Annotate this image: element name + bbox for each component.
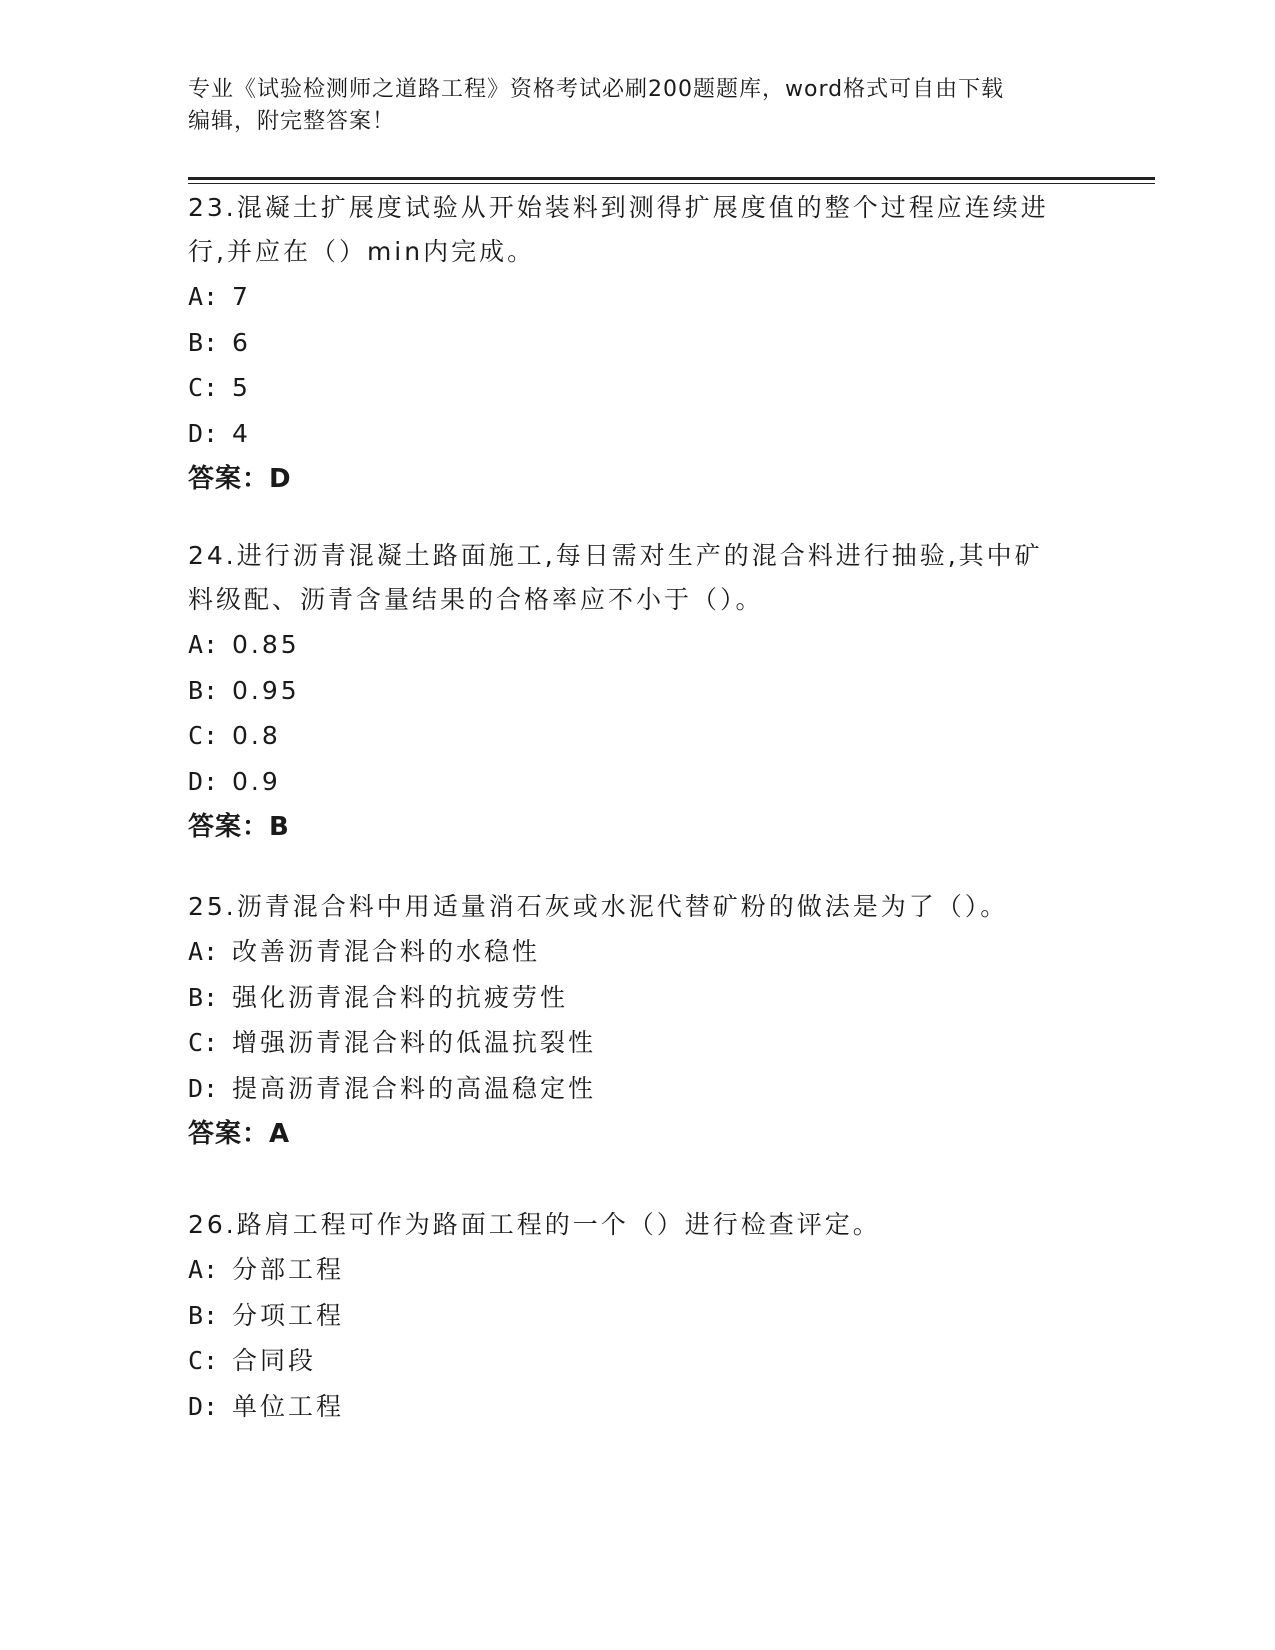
option-letter: D:: [188, 1391, 219, 1421]
option-letter: A:: [188, 1255, 219, 1284]
option-text: 合同段: [232, 1346, 317, 1375]
header-line-1: 专业《试验检测师之道路工程》资格考试必刷200题题库，word格式可自由下载: [188, 77, 1005, 102]
option-d: [188, 411, 1088, 457]
question-26: [188, 1203, 1088, 1429]
option-d: [188, 1384, 1088, 1430]
header-divider-thick: [188, 177, 1155, 180]
option-c: [188, 1020, 1088, 1066]
question-24: [188, 534, 1088, 850]
option-letter: B:: [188, 327, 219, 357]
option-letter: D:: [188, 418, 219, 448]
option-text: 分项工程: [232, 1300, 345, 1330]
option-letter: B:: [188, 675, 219, 705]
option-text: 增强沥青混合料的低温抗裂性: [232, 1028, 597, 1057]
option-text: 分部工程: [232, 1255, 345, 1284]
answer-line: 答案：A: [188, 1119, 291, 1149]
option-text: 0.85: [232, 630, 300, 659]
option-c: [188, 1338, 1088, 1384]
option-text: 提高沥青混合料的高温稳定性: [232, 1073, 597, 1103]
option-letter: B:: [188, 982, 219, 1012]
option-text: 改善沥青混合料的水稳性: [232, 937, 541, 966]
option-c: [188, 365, 1088, 411]
option-letter: C:: [188, 721, 219, 750]
option-letter: C:: [188, 1028, 219, 1057]
option-text: 0.9: [232, 766, 281, 796]
option-text: 6: [232, 327, 251, 357]
option-c: [188, 713, 1088, 759]
question-stem-line: 26.路肩工程可作为路面工程的一个（）进行检查评定。: [188, 1210, 881, 1239]
option-text: 4: [232, 418, 251, 448]
option-letter: D:: [188, 766, 219, 796]
option-text: 5: [232, 373, 251, 402]
option-text: 0.8: [232, 721, 281, 750]
header-line-2: 编辑，附完整答案！: [188, 109, 396, 134]
question-stem-line: 23.混凝土扩展度试验从开始装料到测得扩展度值的整个过程应连续进: [188, 193, 1049, 222]
option-d: [188, 759, 1088, 805]
option-letter: B:: [188, 1300, 219, 1330]
document-header: [188, 74, 1088, 138]
option-a: [188, 622, 1088, 668]
answer-line: 答案：B: [188, 812, 290, 842]
option-letter: C:: [188, 373, 219, 402]
option-text: 单位工程: [232, 1391, 345, 1421]
option-text: 0.95: [232, 675, 300, 705]
question-25: [188, 885, 1088, 1157]
option-letter: A:: [188, 630, 219, 659]
option-b: [188, 975, 1088, 1021]
question-stem-line: 24.进行沥青混凝土路面施工,每日需对生产的混合料进行抽验,其中矿: [188, 541, 1043, 570]
option-letter: A:: [188, 937, 219, 966]
option-a: [188, 1247, 1088, 1293]
option-letter: C:: [188, 1346, 219, 1375]
option-a: [188, 274, 1088, 320]
option-letter: A:: [188, 282, 219, 311]
option-b: [188, 1293, 1088, 1339]
header-divider-thin: [188, 183, 1155, 184]
answer-line: 答案：D: [188, 464, 292, 494]
option-letter: D:: [188, 1073, 219, 1103]
option-d: [188, 1066, 1088, 1112]
option-b: [188, 320, 1088, 366]
option-text: 7: [232, 282, 251, 311]
option-b: [188, 668, 1088, 714]
question-stem-line: 25.沥青混合料中用适量消石灰或水泥代替矿粉的做法是为了（）。: [188, 892, 1009, 921]
option-a: [188, 929, 1088, 975]
question-stem-line: 料级配、沥青含量结果的合格率应不小于（）。: [188, 585, 764, 614]
option-text: 强化沥青混合料的抗疲劳性: [232, 982, 569, 1012]
question-23: [188, 186, 1088, 502]
question-stem-line: 行,并应在（）min内完成。: [188, 237, 536, 266]
